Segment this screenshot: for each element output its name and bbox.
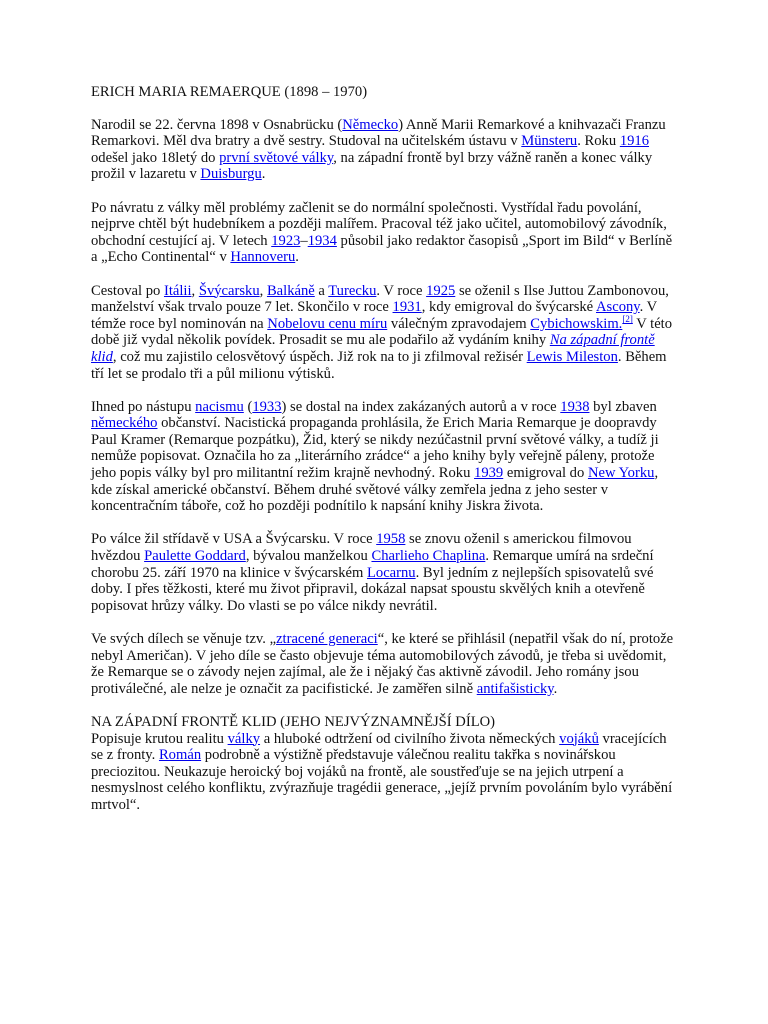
text-run: Popisuje krutou realitu xyxy=(91,730,228,747)
inline-link[interactable]: Balkáně xyxy=(266,282,315,299)
text-run: . Roku xyxy=(577,133,620,150)
text-run: se znovu oženil s americkou filmovou hvězdou xyxy=(91,531,632,565)
inline-link[interactable]: Švýcarsku xyxy=(198,282,260,299)
text-run: , což mu zajistilo celosvětový úspěch. Již rok na to ji zfilmoval režisér xyxy=(112,348,527,365)
text-run: . V roce xyxy=(376,282,427,299)
text-run: . xyxy=(553,680,558,697)
text-run: V této době již vydal několik povídek. Prosadit se mu ale podařilo až vydáním knihy xyxy=(91,315,673,349)
text-run: vracejících se z fronty. xyxy=(91,730,667,764)
inline-link[interactable]: New Yorku xyxy=(587,465,655,482)
inline-link[interactable]: Paulette Goddard xyxy=(144,548,246,565)
text-run: . xyxy=(261,166,266,183)
text-run: a hluboké odtržení od civilního života německých xyxy=(260,730,560,747)
text-run: , kdy emigroval do švýcarské xyxy=(421,299,596,316)
inline-link[interactable]: Cybichowskim. xyxy=(530,315,623,332)
inline-link[interactable]: [2] xyxy=(622,313,633,324)
paragraph-nazism xyxy=(91,399,681,515)
text-run: . xyxy=(295,249,299,266)
text-run: – xyxy=(300,232,308,249)
inline-link[interactable]: 1938 xyxy=(560,398,590,415)
text-run: Cestoval po xyxy=(91,282,164,299)
text-run: ) se dostal na index zakázaných autorů a v roce xyxy=(281,398,561,415)
text-run: Po návratu z války měl problémy začlenit se do normální společnosti. Vystřídal řadu povolání, nejprve chtěl být hudebníkem a později malířem. Pracoval též jako učitel, automobilový závodník, obchodní cestující aj. V letech xyxy=(91,199,667,249)
paragraph-postwar xyxy=(91,531,681,614)
inline-link[interactable]: 1934 xyxy=(307,232,337,249)
inline-link[interactable]: vojáků xyxy=(559,730,599,747)
inline-link[interactable]: Münsteru xyxy=(521,133,578,150)
text-run: , na západní frontě byl brzy vážně raněn a konec války prožil v lazaretu v xyxy=(91,149,653,183)
inline-link[interactable]: Duisburgu xyxy=(200,166,262,183)
text-run: Ve svých dílech se věnuje tzv. „ xyxy=(91,631,277,647)
inline-link[interactable]: Hannoveru xyxy=(230,249,296,266)
text-run: a xyxy=(314,282,329,299)
inline-link[interactable]: 1916 xyxy=(619,133,649,150)
text-run: . Byl jedním z nejlepších spisovatelů své doby. I přes těžkosti, které mu život připravil, dokázal napsat spoustu skvělých knih a otevřeně popisovat hrůzy války. Do vlasti se po válce nikdy nevrátil. xyxy=(91,564,654,614)
text-run: občanství. Nacistická propaganda prohlásila, že Erich Maria Remarque je doopravdy Paul Kramer (Remarque pozpátku), Žid, který se nikdy nezúčastnil první světové války, a tudíž ji nemůže popisovat. Označila ho za „literárního zrádce“ a jeho knihy byly veřejně páleny, protože jeho popis války byl pro militantní režim krajně nevhodný. Roku xyxy=(91,415,659,482)
paragraph-travels xyxy=(91,283,681,383)
paragraph-lost-generation xyxy=(91,631,681,697)
inline-link[interactable]: Německo xyxy=(342,116,399,133)
inline-link[interactable]: první světové války xyxy=(219,149,334,166)
text-run: válečným zpravodajem xyxy=(387,315,531,332)
text-run: působil jako redaktor časopisů „Sport im Bild“ v Berlíně a „Echo Continental“ v xyxy=(91,232,673,266)
text-run: byl zbaven xyxy=(589,398,657,415)
inline-link[interactable]: 1931 xyxy=(392,299,422,316)
text-run: Narodil se 22. června 1898 v Osnabrücku ( xyxy=(91,116,343,133)
text-run: ) Anně Marii Remarkové a knihvazači Franzu Remarkovi. Měl dva bratry a dvě sestry. Studoval na učitelském ústavu v xyxy=(91,116,666,150)
paragraph-after-war xyxy=(91,200,681,266)
inline-link[interactable]: nacismu xyxy=(195,398,244,415)
inline-link[interactable]: války xyxy=(227,730,261,747)
text-run: se oženil s Ilse Juttou Zambonovou, manželství však trvalo pouze 7 let. Skončilo v roce xyxy=(91,282,669,316)
paragraph-novel xyxy=(91,731,681,814)
inline-link[interactable]: 1939 xyxy=(474,465,504,482)
inline-link[interactable]: 1925 xyxy=(426,282,456,299)
text-run: . Během tří let se prodalo tři a půl milionu výtisků. xyxy=(91,348,667,382)
inline-link[interactable]: německého xyxy=(91,415,158,432)
text-run: odešel jako 18letý do xyxy=(91,149,220,166)
inline-link[interactable]: Nobelovu cenu míru xyxy=(267,315,388,332)
text-run: , xyxy=(259,282,267,299)
inline-link[interactable]: Lewis Mileston xyxy=(526,348,618,365)
inline-link[interactable]: Itálii xyxy=(163,282,192,299)
text-run: . Remarque umírá na srdeční chorobu 25. září 1970 na klinice v švýcarském xyxy=(91,548,654,581)
text-run: . V témže roce byl nominován na xyxy=(91,299,657,332)
inline-link[interactable]: Charlieho Chaplina xyxy=(371,548,486,565)
footnote-ref xyxy=(622,314,633,324)
inline-link[interactable]: Na západní frontě klid xyxy=(91,332,655,365)
inline-link[interactable]: 1933 xyxy=(252,398,282,415)
document-page xyxy=(91,84,681,814)
inline-link[interactable]: 1958 xyxy=(376,531,406,548)
inline-link[interactable]: 1923 xyxy=(271,232,301,249)
text-run: , bývalou manželkou xyxy=(245,548,372,565)
inline-link[interactable]: Locarnu xyxy=(366,564,416,581)
section-heading: NA ZÁPADNÍ FRONTĚ KLID (JEHO NEJVÝZNAMNĚJŠÍ DÍLO) xyxy=(91,713,496,730)
text-run: ( xyxy=(243,398,253,415)
inline-link[interactable]: antifašisticky xyxy=(476,680,554,697)
text-run: Ihned po nástupu xyxy=(91,398,196,415)
text-run: podrobně a výstižně představuje válečnou realitu takřka s novinářskou preciozitou. Neukazuje heroický boj vojáků na frontě, ale soustřeďuje se na jejich utrpení a nesmyslnost celého konfliktu, zvýrazňuje tragédii generace, „jejíž prvním povoláním bylo vyrábění mrtvol“. xyxy=(91,747,673,813)
text-run: emigroval do xyxy=(503,465,588,482)
inline-link[interactable]: Turecku xyxy=(328,282,377,299)
inline-link[interactable]: ztracené generaci xyxy=(276,631,378,647)
text-run: “, ke které se přihlásil (nepatřil však do ní, protože nebyl Američan). V jeho díle se často objevuje téma automobilových závodů, je třeba si uvědomit, že Remarque se o závody nejen zajímal, ale že i nějaký čas aktivně závodil. Jeho romány jsou protiválečné, ale nelze je označit za pacifistické. Je zaměřen silně xyxy=(91,631,674,697)
inline-link[interactable]: Ascony xyxy=(596,299,640,316)
paragraph-birth xyxy=(91,117,681,183)
text-run: Po válce žil střídavě v USA a Švýcarsku. V roce xyxy=(91,531,377,548)
document-title: ERICH MARIA REMAERQUE (1898 – 1970) xyxy=(91,84,368,100)
text-run: , xyxy=(191,282,199,299)
inline-link[interactable]: Román xyxy=(158,747,202,764)
text-run: , kde získal americké občanství. Během druhé světové války zemřela jedna z jeho sester v koncentračním táboře, což ho později podnítilo k napsání knihy Jiskra života. xyxy=(91,465,659,515)
